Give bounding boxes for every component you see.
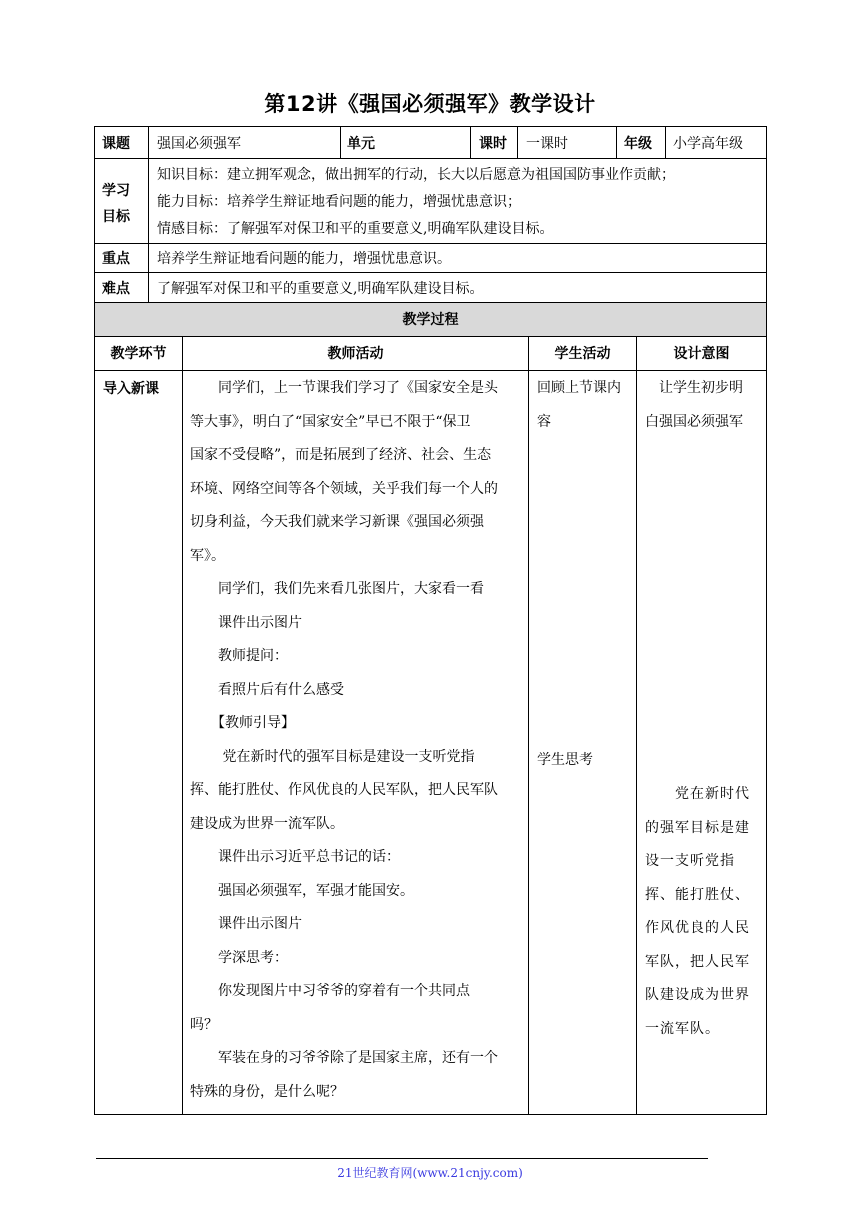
goal-knowledge: 知识目标：建立拥军观念，做出拥军的行动，长大以后愿意为祖国国防事业作贡献； [157,167,675,183]
col-header-student: 学生活动 [554,346,611,362]
intent-line: 设一支听党指 [645,853,735,869]
student-think: 学生思考 [537,752,593,768]
unit-label: 单元 [347,136,375,152]
difficulty-text: 了解强军对保卫和平的重要意义,明确军队建设目标。 [157,281,484,297]
col-divider [148,126,149,302]
teacher-line: 强国必须强军，军强才能国安。 [190,882,414,899]
intent-line: 作风优良的人民 [645,920,750,936]
col-header-stage: 教学环节 [110,346,167,362]
key-point-text: 培养学生辩证地看问题的能力，增强忧患意识。 [157,251,451,267]
col-divider [340,126,341,158]
col-header-teacher: 教师活动 [327,346,384,362]
grade-value: 小学高年级 [673,136,743,152]
intent-bottom [645,778,750,1046]
goals-label-line1: 学习 [102,183,130,199]
teacher-line: 党在新时代的强军目标是建设一支听党指 [190,748,475,765]
intent-line: 让学生初步明 [645,380,743,396]
teacher-line: 【教师引导】 [190,715,295,731]
teacher-line: 课件出示图片 [190,916,302,932]
period-label: 课时 [479,136,507,152]
teacher-line: 看照片后有什么感受 [190,681,344,698]
row-divider [94,158,767,159]
teacher-line: 环境、网络空间等各个领域，关乎我们每一个人的 [190,480,498,497]
goal-ability: 能力目标：培养学生辩证地看问题的能力，增强忧患意识； [157,194,521,210]
document-title: 第12讲《强国必须强军》教学设计 [264,92,596,116]
goals-label-line2: 目标 [102,209,130,225]
col-divider [665,126,666,158]
stage-name: 导入新课 [103,381,159,397]
intent-line: 一流军队。 [645,1020,720,1037]
intent-line: 队建设成为世界 [645,987,750,1003]
teacher-line: 教师提问： [190,648,288,664]
teacher-activity [190,372,498,1109]
intent-line: 的强军目标是建 [645,819,750,836]
col-header-intent: 设计意图 [673,346,730,362]
topic-label: 课题 [102,136,130,152]
row-divider [94,370,767,371]
teacher-line: 等大事》，明白了“国家安全”早已不限于“保卫 [190,413,471,430]
teacher-line: 课件出示图片 [190,614,302,631]
teacher-line: 国家不受侵略”，而是拓展到了经济、社会、生态 [190,447,492,463]
teacher-line: 建设成为世界一流军队。 [190,815,344,832]
topic-value: 强国必须强军 [157,136,241,152]
intent-line: 党在新时代 [645,786,750,802]
row-divider [94,243,767,244]
teacher-line: 吗？ [190,1016,218,1033]
row-divider [94,272,767,273]
teacher-line: 同学们，我们先来看几张图片，大家看一看 [190,581,484,597]
key-point-label: 重点 [102,251,130,267]
intent-line: 军队，把人民军 [645,953,750,970]
period-value: 一课时 [526,136,568,152]
teacher-line: 军》。 [190,547,225,564]
footer-link[interactable]: 21世纪教育网(www.21cnjy.com) [337,1166,523,1180]
process-header: 教学过程 [402,312,459,328]
col-divider [636,336,637,1115]
student-line: 回顾上节课内 [537,380,621,396]
student-line: 容 [537,413,551,430]
col-divider [470,126,471,158]
intent-line: 白强国必须强军 [645,413,743,430]
teacher-line: 同学们，上一节课我们学习了《国家安全是头 [190,380,498,396]
teacher-line: 你发现图片中习爷爷的穿着有一个共同点 [190,983,470,999]
difficulty-label: 难点 [102,281,130,297]
teacher-line: 切身利益，今天我们就来学习新课《强国必须强 [190,514,484,530]
grade-label: 年级 [624,136,652,152]
teacher-line: 课件出示习近平总书记的话： [190,849,400,865]
teacher-line: 特殊的身份，是什么呢？ [190,1083,344,1100]
intent-line: 挥、能打胜仗、 [645,886,750,903]
intent-top [645,372,743,439]
col-divider [528,336,529,1115]
teacher-line: 学深思考： [190,949,288,966]
student-activity [537,372,621,439]
col-divider [616,126,617,158]
col-divider [182,336,183,1115]
footer-rule [96,1158,708,1159]
goal-emotion: 情感目标：了解强军对保卫和平的重要意义,明确军队建设目标。 [157,221,554,237]
teacher-line: 挥、能打胜仗、作风优良的人民军队，把人民军队 [190,782,498,798]
col-divider [517,126,518,158]
row-divider [94,336,767,337]
teacher-line: 军装在身的习爷爷除了是国家主席，还有一个 [190,1050,498,1066]
